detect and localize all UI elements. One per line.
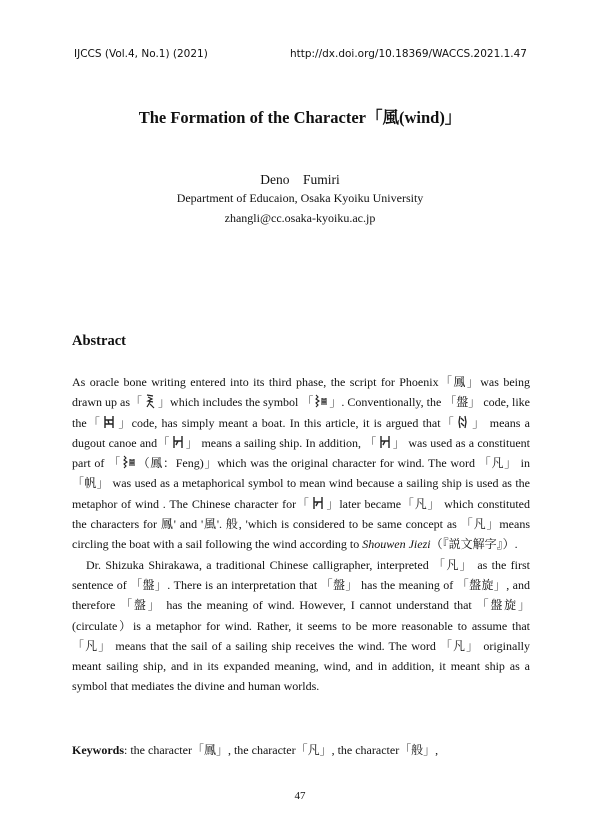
text-run: （『説文解字』）. [430,537,518,552]
keywords-label: Keywords [72,743,124,757]
oracle-feng-glyph-icon [313,393,329,409]
abstract-paragraph-2: Dr. Shizuka Shirakawa, a traditional Chinese calligrapher, interpreted 「凡」 as the first sentence of 「盤」. There is an interpretation that 「盤」 has the meaning of 「盤旋」, and therefore 「盤」 has the meaning of wind. However, I cannot understand that 「盤旋」(circulate）is a metaphor for wind. Rather, it seems to be more reasonable to assume that 「凡」 means that the sail of a sailing ship receives the wind. The word 「凡」 originally meant sailing ship, and in its expanded meaning, wind, and in addition, it meant ship as a symbol that mediates the divine and human worlds. [72,557,530,694]
keywords-line [72,741,438,758]
text-run: 」. Conventionally, the 「盤」 code, like the「 [72,395,530,430]
oracle-feng-glyph-icon [121,454,137,470]
abstract-body [72,372,530,697]
text-run: 」which includes the symbol 「 [158,395,314,410]
author-affiliation: Department of Educaion, Osaka Kyoiku University [176,191,424,205]
journal-citation: IJCCS (Vol.4, No.1) (2021) [74,48,208,60]
abstract-heading: Abstract [72,333,126,349]
text-run: 」 means a sailing ship. In addition, 「 [185,435,377,450]
book-title: Shouwen Jiezi [362,537,431,552]
text-run: 」code, has simply meant a boat. In this article, it is argued that「 [117,415,456,430]
text-run: 」 means a dugout canoe and「 [72,415,530,450]
author-email[interactable]: zhangli@cc.osaka-kyoiku.ac.jp [224,211,376,225]
oracle-canoe-glyph-icon [455,414,471,430]
text-run: As oracle bone writing entered into its third phase, the script for Phoenix「鳳」was being drawn up as「 [72,375,530,410]
author-name: Deno Fumiri [260,172,340,187]
text-run: （鳳：Feng)」which was the original character for wind. The word 「凡」 in「帆」 was used as a metaphorical symbol to mean wind because a sailing ship is used as the metaphor of wind . The Chinese character for「 [72,456,531,511]
oracle-sailing-ship-glyph-icon [170,434,186,450]
abstract-paragraph-1 [72,372,530,555]
oracle-phoenix-glyph-icon [142,393,158,409]
oracle-sailing-ship-glyph-icon [310,495,326,511]
text-run: 」later became「凡」 which constituted the characters for 鳳' and '風'. 般, 'which is considered to be same concept as 「凡」means circling the boat with a sail following the wind according to [72,496,530,552]
keywords-text: : the character「鳳」, the character「凡」, the character「般」, [124,743,439,757]
text-run: 」 was used as a constituent part of 「 [72,435,531,471]
oracle-boat-glyph-icon [101,414,117,430]
oracle-sailing-ship-glyph-icon [377,434,393,450]
doi-link[interactable]: http://dx.doi.org/10.18369/WACCS.2021.1.47 [289,48,527,60]
page-number: 47 [294,790,306,802]
paper-title: The Formation of the Character「風(wind)」 [138,108,462,127]
